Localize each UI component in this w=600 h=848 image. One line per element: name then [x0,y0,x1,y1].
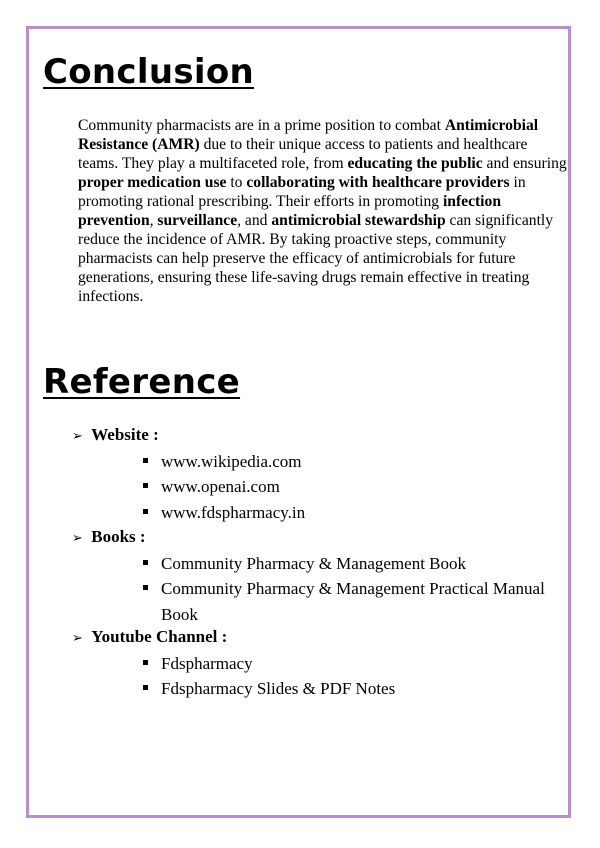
reference-item-website-2: www.openai.com [72,474,551,500]
conclusion-text: , [149,212,158,229]
reference-heading: Reference [43,362,241,402]
reference-item-youtube-2: Fdspharmacy Slides & PDF Notes [72,676,551,702]
square-bullet-icon [143,585,148,590]
arrow-bullet-icon: ➢ [72,428,83,443]
square-bullet-icon [143,660,148,665]
arrow-bullet-icon: ➢ [72,630,83,645]
square-bullet-icon [143,458,148,463]
conclusion-text: in promoting rational prescribing. Their efforts in promoting [78,174,526,210]
arrow-bullet-icon: ➢ [72,530,83,545]
conclusion-emphasis: Antimicrobial Resistance (AMR) [78,117,539,153]
square-bullet-icon [143,483,148,488]
conclusion-text: can significantly reduce the incidence of AMR. By taking proactive steps, community pharmacists can help preserve the efficacy of antimicrobials for future generations, ensuring these life-saving drugs remain effective in treating infections. [78,212,554,305]
reference-books-section [72,524,551,627]
conclusion-text: due to their unique access to patients and healthcare teams. They play a multifaceted role, from [78,136,528,172]
conclusion-emphasis: antimicrobial stewardship [271,212,446,229]
reference-item-website-1: www.wikipedia.com [72,449,551,475]
reference-item-youtube-1: Fdspharmacy [72,651,551,677]
reference-youtube-label: ➢ Youtube Channel : [72,624,551,651]
conclusion-emphasis: collaborating with healthcare providers [246,174,510,191]
reference-item-book-1: Community Pharmacy & Management Book [72,551,551,577]
reference-books-label: ➢ Books : [72,524,551,551]
conclusion-heading: Conclusion [43,52,254,92]
conclusion-text: to [226,174,247,191]
reference-website-section [72,422,551,525]
reference-item-website-3: www.fdspharmacy.in [72,500,551,526]
square-bullet-icon [143,560,148,565]
conclusion-paragraph [78,116,568,306]
conclusion-emphasis: surveillance [157,212,238,229]
conclusion-emphasis: infection prevention [78,193,501,229]
conclusion-text: and ensuring [482,155,567,172]
conclusion-emphasis: proper medication use [78,174,227,191]
square-bullet-icon [143,685,148,690]
conclusion-text: , and [237,212,272,229]
conclusion-emphasis: educating the public [347,155,483,172]
reference-youtube-section [72,624,551,702]
square-bullet-icon [143,509,148,514]
reference-item-book-2: Community Pharmacy & Management Practical Manual Book [72,576,551,627]
conclusion-text: Community pharmacists are in a prime position to combat [78,117,445,134]
reference-website-label: ➢ Website : [72,422,551,449]
